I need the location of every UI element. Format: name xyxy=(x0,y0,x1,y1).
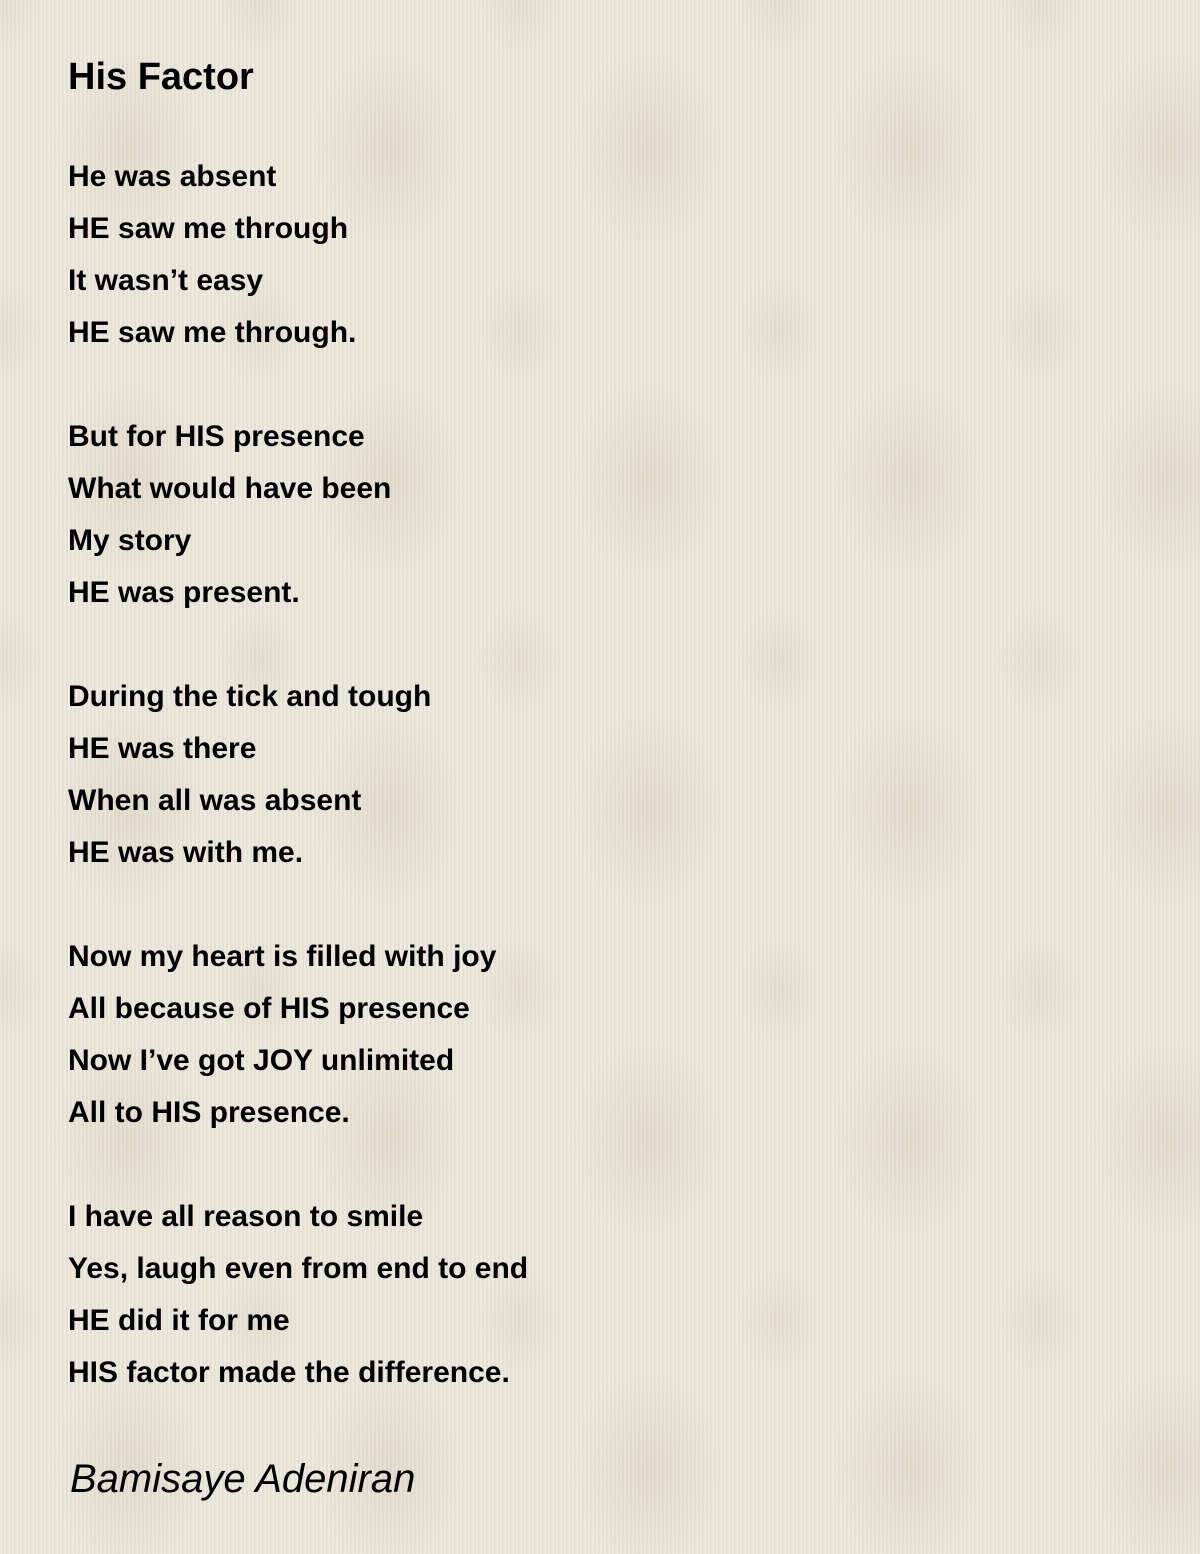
stanza-1 xyxy=(68,151,1148,359)
poem-line: HE was present. xyxy=(68,576,300,609)
poem-line: HE saw me through. xyxy=(68,316,357,349)
poem-line: HE was there xyxy=(68,732,257,765)
poem-line: It wasn’t easy xyxy=(68,264,264,297)
poem-line: HE did it for me xyxy=(68,1304,290,1337)
poem-line: During the tick and tough xyxy=(68,680,432,713)
poem-body xyxy=(68,151,1148,1399)
poem-line: HE saw me through xyxy=(68,212,349,245)
stanza-4 xyxy=(68,931,1148,1139)
poem-line: HE was with me. xyxy=(68,836,304,869)
poem-line: When all was absent xyxy=(68,784,362,817)
stanza-3 xyxy=(68,671,1148,879)
poem-line: All because of HIS presence xyxy=(68,992,470,1025)
poem-line: But for HIS presence xyxy=(68,420,365,453)
poem-line: Now I’ve got JOY unlimited xyxy=(68,1044,455,1077)
poem-line: I have all reason to smile xyxy=(68,1200,424,1233)
poem-line: All to HIS presence. xyxy=(68,1096,350,1129)
poem-page xyxy=(68,54,1148,1399)
poem-line: He was absent xyxy=(68,160,277,193)
poem-line: My story xyxy=(68,524,192,557)
poem-line: What would have been xyxy=(68,472,392,505)
stanza-2 xyxy=(68,411,1148,619)
poem-line: HIS factor made the difference. xyxy=(68,1356,510,1389)
poem-line: Now my heart is filled with joy xyxy=(68,940,497,973)
poem-title: His Factor xyxy=(68,56,254,98)
stanza-5 xyxy=(68,1191,1148,1399)
poem-line: Yes, laugh even from end to end xyxy=(68,1252,529,1285)
poem-author: Bamisaye Adeniran xyxy=(70,1457,416,1501)
